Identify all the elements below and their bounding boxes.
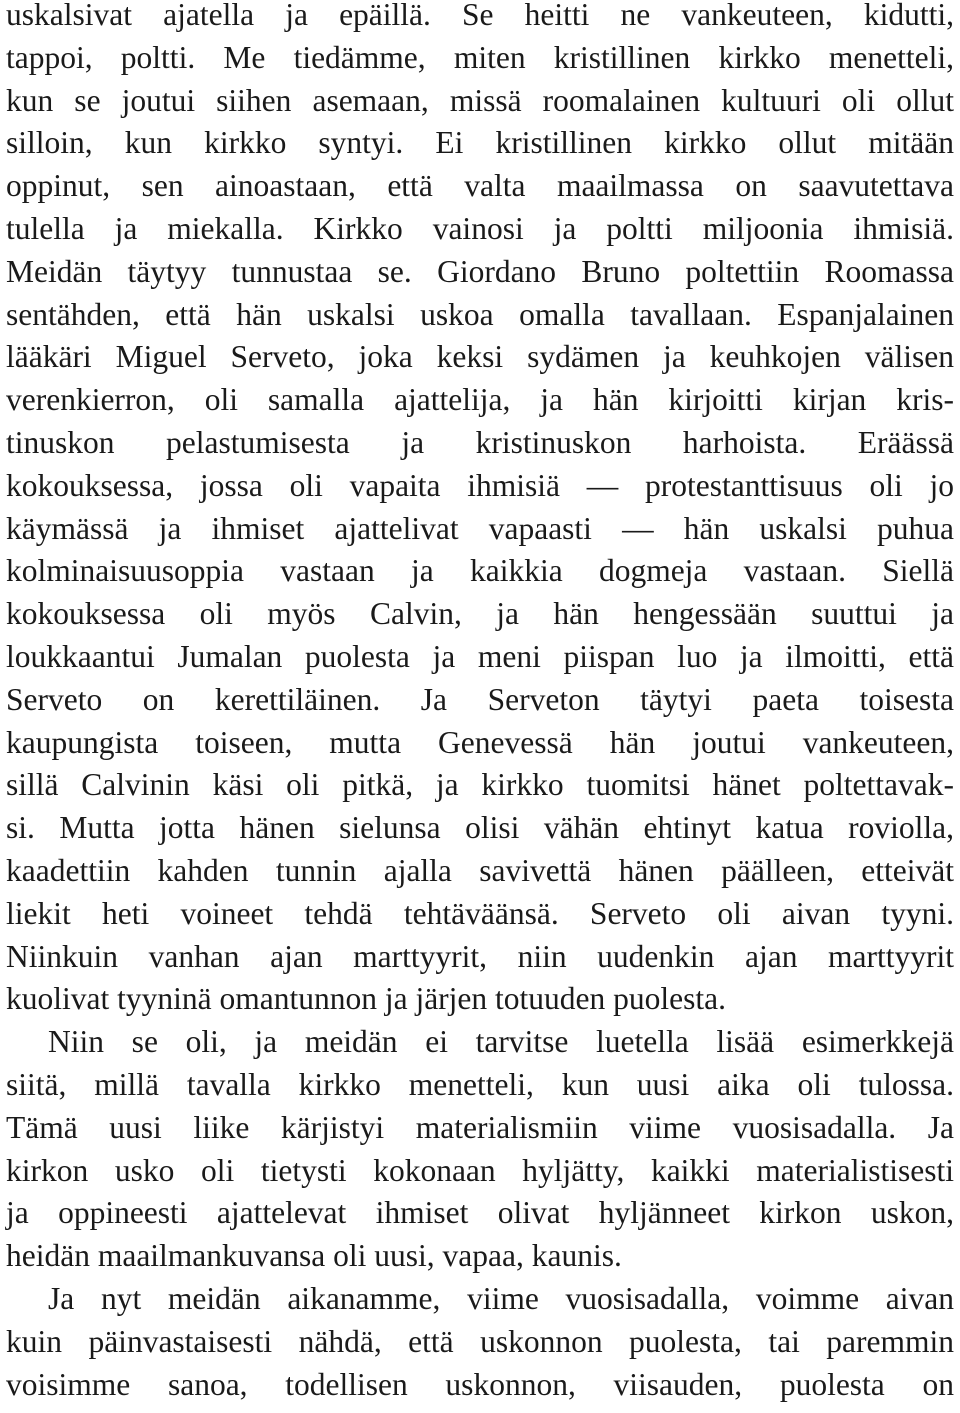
text-line: heidän maailmankuvansa oli uusi, vapaa, kaunis. [6,1238,622,1274]
text-line: kolminaisuusoppia vastaan ja kaikkia dogmeja vastaan. Siellä [6,553,954,589]
text-line: Tämä uusi liike kärjistyi materialismiin viime vuosisadalla. Ja [6,1109,954,1145]
text-line: kaadettiin kahden tunnin ajalla savivettä hänen päälleen, etteivät [6,852,954,888]
text-line: ja oppineesti ajattelevat ihmiset olivat hyljänneet kirkon uskon, [6,1195,954,1231]
text-line: uskalsivat ajatella ja epäillä. Se heitti ne vankeuteen, kidutti, [6,0,954,32]
text-line: Meidän täytyy tunnustaa se. Giordano Bruno poltettiin Roomassa [6,253,954,289]
text-line: silloin, kun kirkko syntyi. Ei kristillinen kirkko ollut mitään [6,125,954,161]
text-line: lääkäri Miguel Serveto, joka keksi sydämen ja keuhkojen välisen [6,339,954,375]
text-line: voisimme sanoa, todellisen uskonnon, viisauden, puolesta on [6,1366,954,1402]
text-line: kuin päinvastaisesti nähdä, että uskonnon puolesta, tai paremmin [6,1323,954,1359]
text-line: Ja nyt meidän aikanamme, viime vuosisadalla, voimme aivan [48,1280,954,1316]
paragraph-1 [6,0,954,1021]
text-line: verenkierron, oli samalla ajattelija, ja hän kirjoitti kirjan kris- [6,382,954,418]
text-line: kuolivat tyyninä omantunnon ja järjen totuuden puolesta. [6,981,726,1017]
document-page [6,0,954,1406]
text-line: tinuskon pelastumisesta ja kristinuskon harhoista. Eräässä [6,424,954,460]
paragraph-3 [6,1278,954,1406]
text-line: loukkaantui Jumalan puolesta ja meni piispan luo ja ilmoitti, että [6,638,954,674]
text-line: tulella ja miekalla. Kirkko vainosi ja poltti miljoonia ihmisiä. [6,210,954,246]
text-line: si. Mutta jotta hänen sielunsa olisi vähän ehtinyt katua roviolla, [6,810,954,846]
text-line: kun se joutui siihen asemaan, missä roomalainen kultuuri oli ollut [6,82,954,118]
text-line: sentähden, että hän uskalsi uskoa omalla tavallaan. Espanjalainen [6,296,954,332]
text-line: Niinkuin vanhan ajan marttyyrit, niin uudenkin ajan marttyyrit [6,938,954,974]
text-line: sillä Calvinin käsi oli pitkä, ja kirkko tuomitsi hänet poltettavak- [6,767,954,803]
text-line: oppinut, sen ainoastaan, että valta maailmassa on saavutettava [6,168,954,204]
paragraph-2 [6,1021,954,1278]
text-line: Serveto on kerettiläinen. Ja Serveton täytyi paeta toisesta [6,681,954,717]
text-line: siitä, millä tavalla kirkko menetteli, kun uusi aika oli tulossa. [6,1066,954,1102]
text-line: kokouksessa oli myös Calvin, ja hän hengessään suuttui ja [6,596,954,632]
text-line: Niin se oli, ja meidän ei tarvitse luetella lisää esimerkkejä [48,1024,954,1060]
text-line: käymässä ja ihmiset ajattelivat vapaasti — hän uskalsi puhua [6,510,954,546]
text-line: tappoi, poltti. Me tiedämme, miten kristillinen kirkko menetteli, [6,39,954,75]
text-line: liekit heti voineet tehdä tehtäväänsä. Serveto oli aivan tyyni. [6,895,954,931]
text-line: kaupungista toiseen, mutta Genevessä hän joutui vankeuteen, [6,724,954,760]
text-line: kokouksessa, jossa oli vapaita ihmisiä — protestanttisuus oli jo [6,467,954,503]
text-line: kirkon usko oli tietysti kokonaan hyljätty, kaikki materialistisesti [6,1152,954,1188]
